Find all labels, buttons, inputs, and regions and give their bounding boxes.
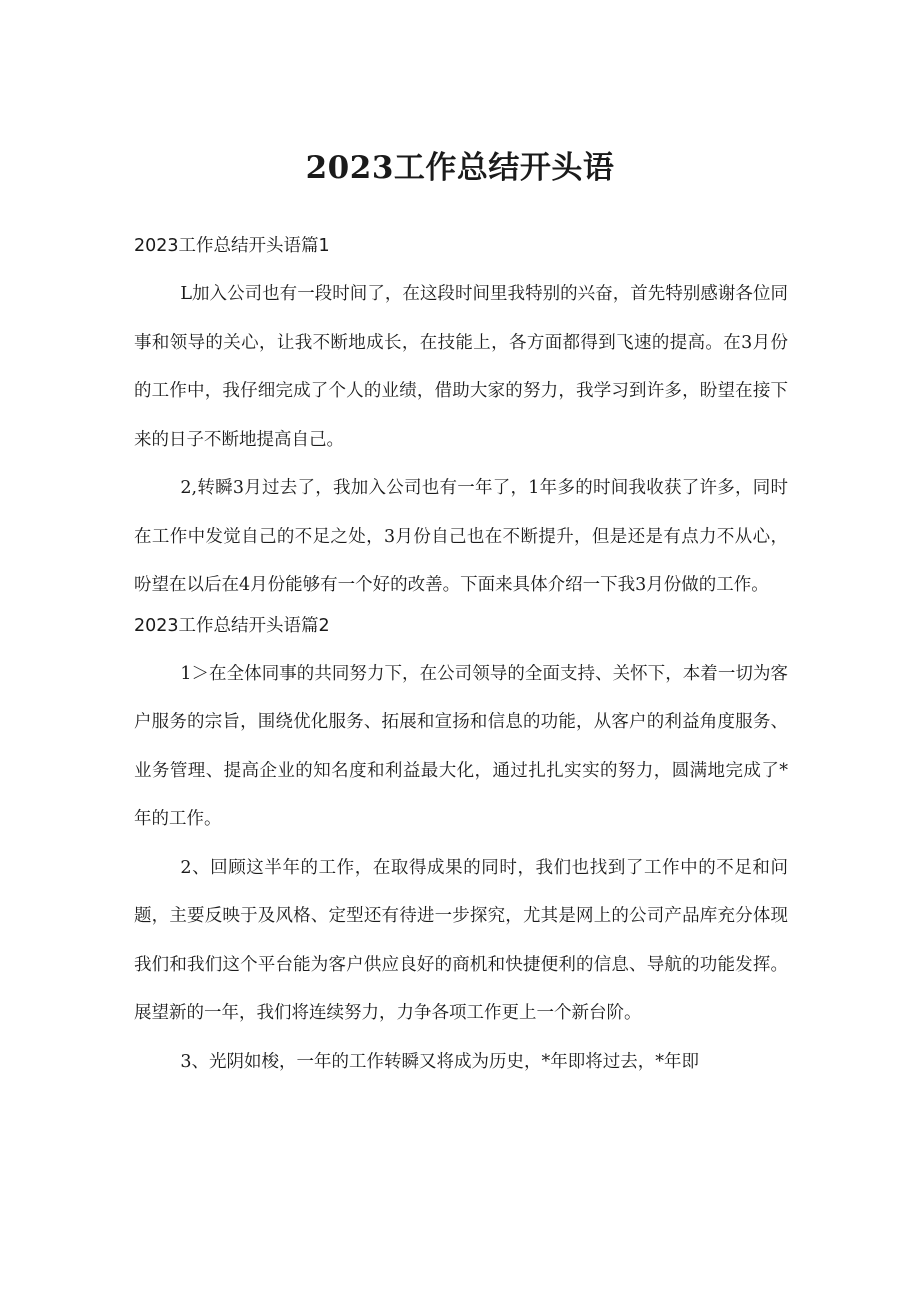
section-heading-1: 2023工作总结开头语篇1 xyxy=(134,236,330,256)
section-1-paragraph-2: 2,转瞬3月过去了，我加入公司也有一年了，1年多的时间我收获了许多，同时在工作中发觉自己的不足之处，3月份自己也在不断提升，但是还是有点力不从心，吩望在以后在4月份能够有一个好的改善。下面来具体介绍一下我3月份做的工作。 xyxy=(134,478,788,595)
section-2-paragraph-2: 2、回顾这半年的工作，在取得成果的同时，我们也找到了工作中的不足和问题，主要反映于及风格、定型还有待进一步探究，尤其是网上的公司产品库充分体现我们和我们这个平台能为客户供应良好的商机和快捷便利的信息、导航的功能发挥。展望新的一年，我们将连续努力，力争各项工作更上一个新台阶。 xyxy=(134,857,788,1023)
document-body xyxy=(134,232,788,1086)
section-2-paragraph-3: 3、光阴如梭，一年的工作转瞬又将成为历史，*年即将过去，*年即 xyxy=(180,1051,700,1072)
section-heading-2: 2023工作总结开头语篇2 xyxy=(134,615,330,636)
document-title: 2023工作总结开头语 xyxy=(305,150,615,186)
section-2-paragraph-1: 1＞在全体同事的共同努力下，在公司领导的全面支持、关怀下，本着一切为客户服务的宗旨，围绕优化服务、拓展和宣扬和信息的功能，从客户的利益角度服务、业务管理、提高企业的知名度和利益最大化，通过扎扎实实的努力，圆满地完成了*年的工作。 xyxy=(134,663,788,829)
section-1-paragraph-1: L加入公司也有一段时间了，在这段时间里我特别的兴奋，首先特别感谢各位同事和领导的关心，让我不断地成长，在技能上，各方面都得到飞速的提高。在3月份的工作中，我仔细完成了个人的业绩，借助大家的努力，我学习到许多，盼望在接下来的日子不断地提高自己。 xyxy=(134,284,788,450)
